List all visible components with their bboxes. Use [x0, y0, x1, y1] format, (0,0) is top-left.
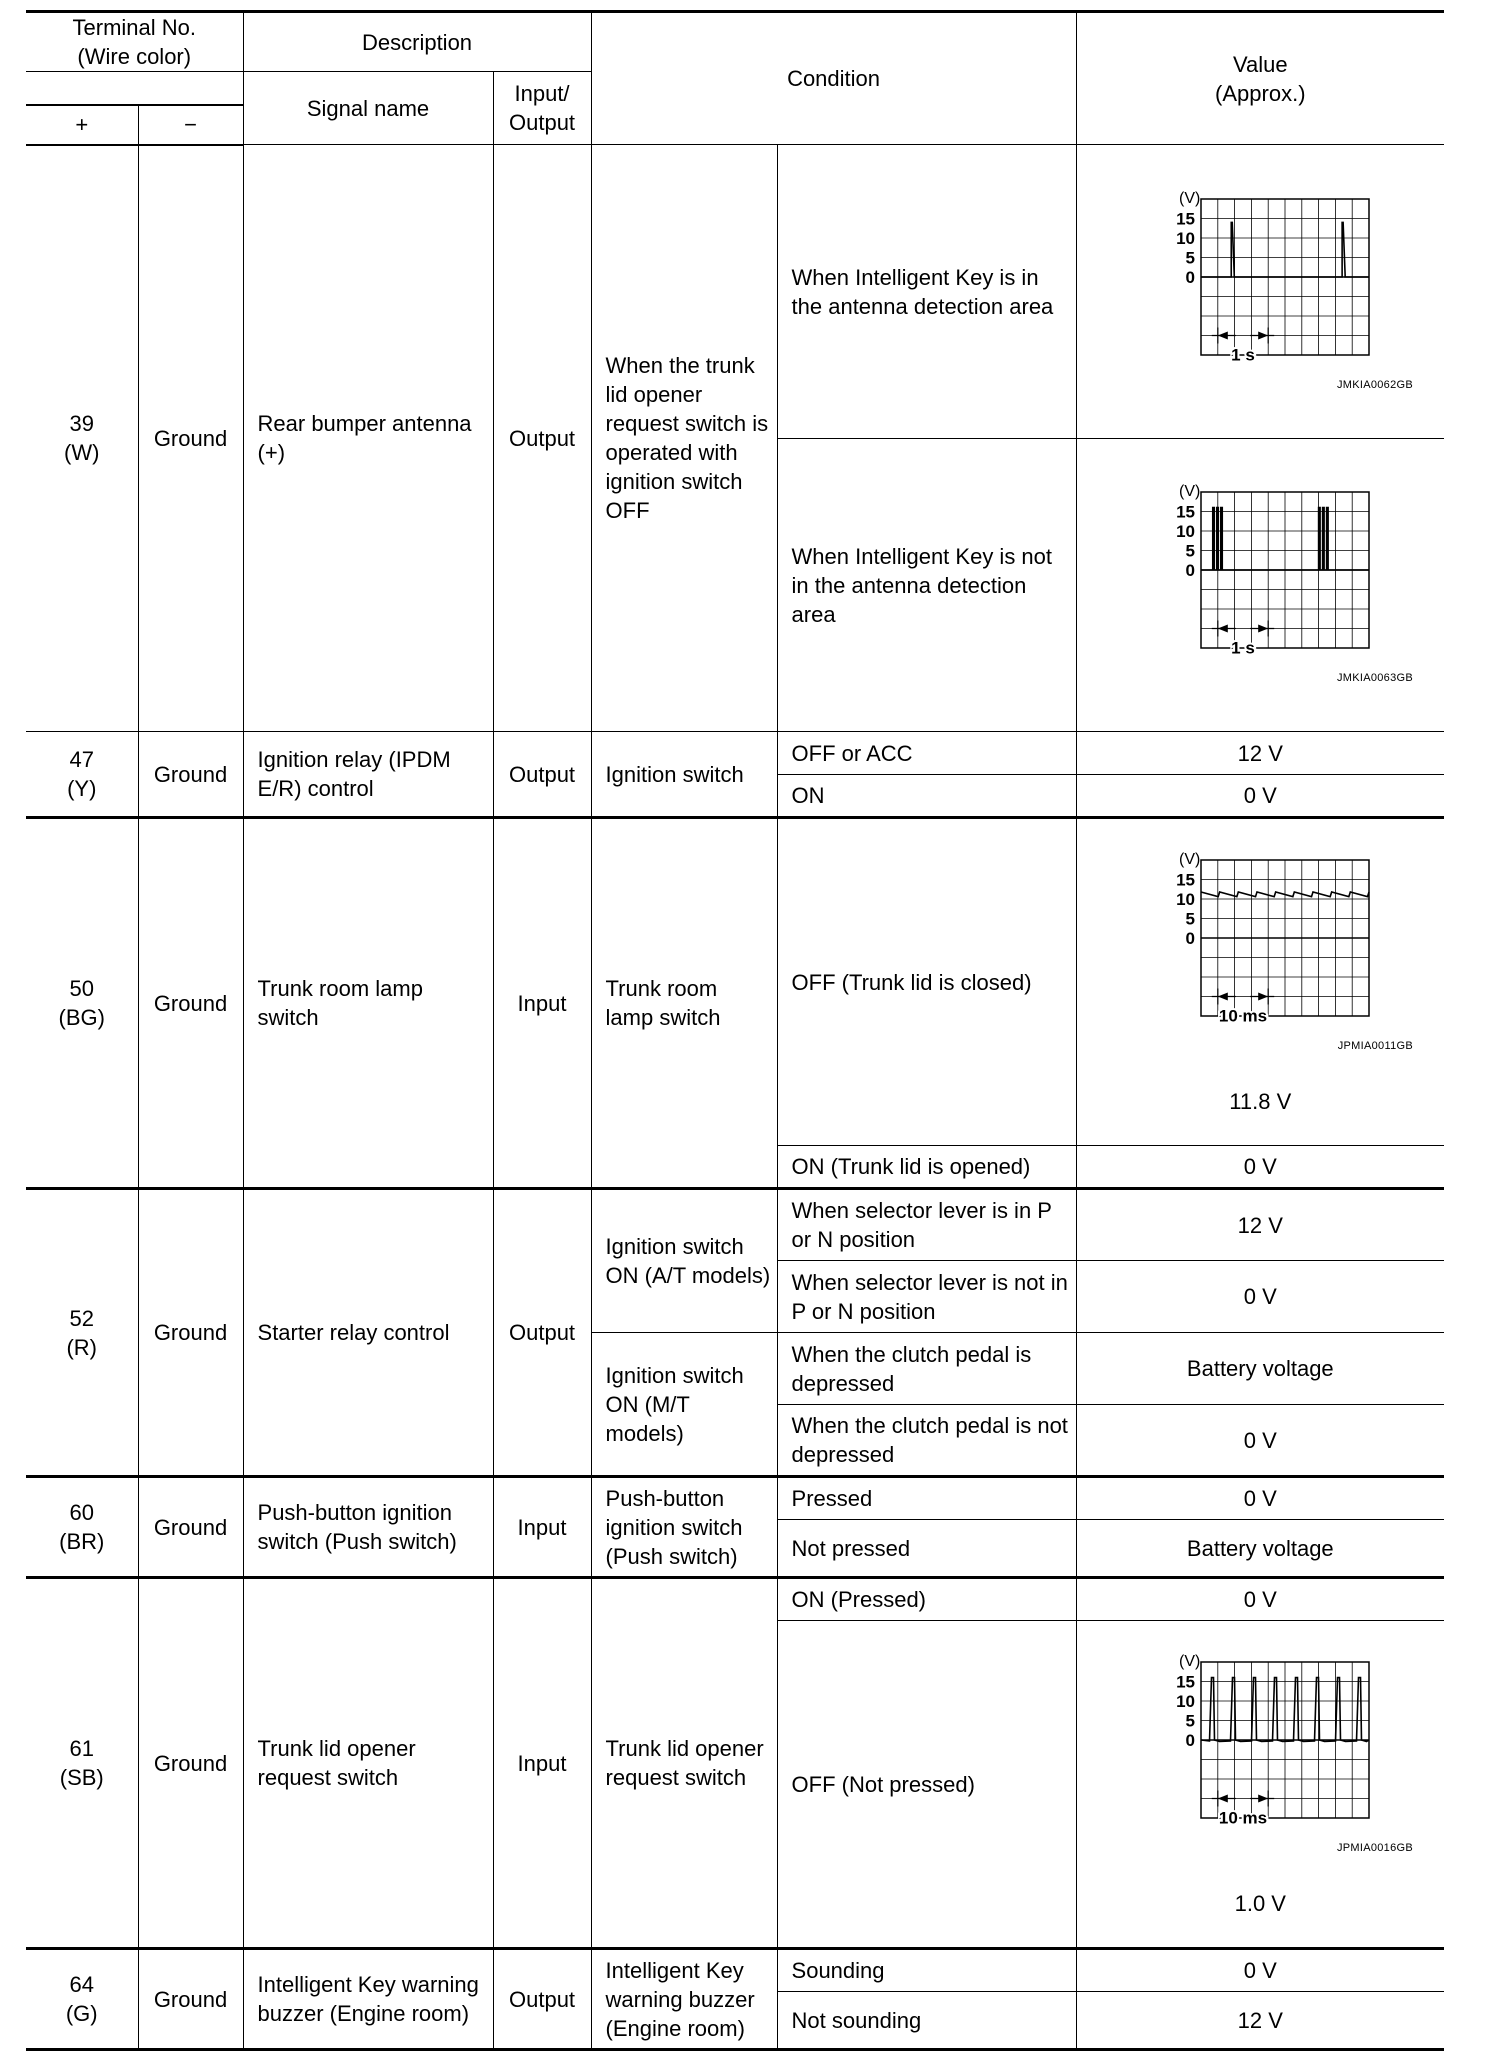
ground-52: Ground [138, 1189, 243, 1477]
value-47-on: 0 V [1076, 775, 1444, 818]
condition-52-at: Ignition switch ON (A/T models) [591, 1189, 777, 1333]
signal-64: Intelligent Key warning buzzer (Engine room) [243, 1949, 493, 2050]
header-signal-name: Signal name [243, 72, 493, 145]
terminal-60: 60 (BR) [26, 1477, 138, 1578]
io-60: Input [493, 1477, 591, 1578]
scope-unit-label: (V) [1179, 483, 1201, 500]
header-plus: + [26, 105, 138, 145]
terminal-50: 50 (BG) [26, 818, 138, 1189]
value-61-off [1076, 1621, 1444, 1949]
value-61-off-voltage: 1.0 V [1234, 1891, 1286, 1916]
value-52-at-not-pn: 0 V [1076, 1261, 1444, 1333]
scope-y-tick: 0 [1185, 1731, 1196, 1750]
condition-50-off: OFF (Trunk lid is closed) [777, 818, 1076, 1146]
condition-64-sounding: Sounding [777, 1949, 1076, 1992]
scope-figure-code: JMKIA0063GB [1337, 672, 1414, 684]
ground-50: Ground [138, 818, 243, 1189]
value-52-mt-not-depressed: 0 V [1076, 1405, 1444, 1477]
condition-39-key-out: When Intelligent Key is not in the antenna detection area [777, 439, 1076, 732]
condition-52-mt-not-depressed: When the clutch pedal is not depressed [777, 1405, 1076, 1477]
value-50-off-voltage: 11.8 V [1229, 1089, 1292, 1114]
scope-time-scale: 1 s [1231, 345, 1256, 364]
waveform-39-key-in [1115, 187, 1414, 397]
scope-y-tick: 10 [1176, 890, 1196, 909]
signal-47: Ignition relay (IPDM E/R) control [243, 732, 493, 818]
waveform-61-off [1115, 1650, 1414, 1860]
value-52-at-pn: 12 V [1076, 1189, 1444, 1261]
scope-unit-label: (V) [1179, 189, 1201, 207]
scope-y-tick: 0 [1185, 267, 1196, 287]
value-47-off-acc: 12 V [1076, 732, 1444, 775]
scope-y-tick: 15 [1176, 502, 1196, 522]
value-39-key-in [1076, 145, 1444, 439]
value-64-sounding: 0 V [1076, 1949, 1444, 1992]
condition-60: Push-button ignition switch (Push switch) [591, 1477, 777, 1578]
scope-y-tick: 10 [1176, 228, 1196, 248]
scope-figure-code: JMKIA0062GB [1337, 378, 1414, 391]
scope-y-tick: 10 [1176, 1692, 1196, 1711]
scope-time-scale: 1 s [1231, 638, 1256, 658]
condition-64: Intelligent Key warning buzzer (Engine room) [591, 1949, 777, 2050]
scope-grid [1201, 860, 1369, 1016]
signal-52: Starter relay control [243, 1189, 493, 1477]
condition-52-at-not-pn: When selector lever is not in P or N position [777, 1261, 1076, 1333]
signal-39: Rear bumper antenna (+) [243, 145, 493, 732]
signal-61: Trunk lid opener request switch [243, 1578, 493, 1949]
ground-47: Ground [138, 732, 243, 818]
value-61-on: 0 V [1076, 1578, 1444, 1621]
scope-y-tick: 5 [1185, 1711, 1196, 1731]
terminal-39: 39 (W) [26, 145, 138, 732]
value-64-not-sounding: 12 V [1076, 1992, 1444, 2050]
condition-61-on: ON (Pressed) [777, 1578, 1076, 1621]
header-condition: Condition [591, 12, 1076, 145]
scope-y-tick: 5 [1185, 909, 1196, 929]
condition-52-at-pn: When selector lever is in P or N position [777, 1189, 1076, 1261]
value-50-off [1076, 818, 1444, 1146]
condition-61-off: OFF (Not pressed) [777, 1621, 1076, 1949]
signal-60: Push-button ignition switch (Push switch) [243, 1477, 493, 1578]
scope-y-tick: 0 [1185, 929, 1196, 948]
condition-47-on: ON [777, 775, 1076, 818]
condition-60-pressed: Pressed [777, 1477, 1076, 1520]
header-value: Value (Approx.) [1076, 12, 1444, 145]
signal-50: Trunk room lamp switch [243, 818, 493, 1189]
scope-figure-code: JPMIA0016GB [1337, 1842, 1414, 1854]
value-52-mt-depressed: Battery voltage [1076, 1333, 1444, 1405]
value-39-key-out [1076, 439, 1444, 732]
scope-y-tick: 5 [1185, 541, 1196, 561]
scope-time-scale: 10 ms [1219, 1006, 1268, 1026]
io-50: Input [493, 818, 591, 1189]
terminal-64: 64 (G) [26, 1949, 138, 2050]
terminal-spec-sheet [26, 10, 1444, 2051]
condition-60-not-pressed: Not pressed [777, 1520, 1076, 1578]
condition-47: Ignition switch [591, 732, 777, 818]
terminal-table [26, 10, 1444, 2051]
scope-grid [1201, 1662, 1369, 1818]
header-terminal-spacer [26, 72, 243, 105]
scope-y-tick: 0 [1185, 561, 1196, 580]
scope-y-tick: 15 [1176, 1672, 1196, 1692]
header-minus: − [138, 105, 243, 145]
io-61: Input [493, 1578, 591, 1949]
value-50-on: 0 V [1076, 1146, 1444, 1189]
scope-y-tick: 10 [1176, 522, 1196, 541]
condition-52-mt-depressed: When the clutch pedal is depressed [777, 1333, 1076, 1405]
terminal-61: 61 (SB) [26, 1578, 138, 1949]
terminal-52: 52 (R) [26, 1189, 138, 1477]
header-description: Description [243, 12, 591, 72]
ground-60: Ground [138, 1477, 243, 1578]
condition-64-not-sounding: Not sounding [777, 1992, 1076, 2050]
condition-47-off-acc: OFF or ACC [777, 732, 1076, 775]
io-39: Output [493, 145, 591, 732]
scope-y-tick: 5 [1185, 248, 1196, 267]
condition-39-key-in: When Intelligent Key is in the antenna detection area [777, 145, 1076, 439]
scope-unit-label: (V) [1179, 851, 1201, 868]
value-60-not-pressed: Battery voltage [1076, 1520, 1444, 1578]
condition-61: Trunk lid opener request switch [591, 1578, 777, 1949]
condition-50-on: ON (Trunk lid is opened) [777, 1146, 1076, 1189]
ground-39: Ground [138, 145, 243, 732]
scope-figure-code: JPMIA0011GB [1338, 1040, 1414, 1052]
header-terminal-no: Terminal No. (Wire color) [26, 12, 243, 72]
terminal-47: 47 (Y) [26, 732, 138, 818]
scope-y-tick: 15 [1176, 870, 1196, 890]
condition-50: Trunk room lamp switch [591, 818, 777, 1189]
scope-time-scale: 10 ms [1219, 1808, 1268, 1828]
scope-y-tick: 15 [1176, 209, 1196, 228]
scope-unit-label: (V) [1179, 1653, 1201, 1670]
waveform-39-key-out [1115, 480, 1414, 690]
io-52: Output [493, 1189, 591, 1477]
header-input-output: Input/ Output [493, 72, 591, 145]
ground-61: Ground [138, 1578, 243, 1949]
value-60-pressed: 0 V [1076, 1477, 1444, 1520]
io-47: Output [493, 732, 591, 818]
ground-64: Ground [138, 1949, 243, 2050]
io-64: Output [493, 1949, 591, 2050]
condition-39: When the trunk lid opener request switch is operated with ignition switch OFF [591, 145, 777, 732]
waveform-50-off [1115, 848, 1414, 1058]
condition-52-mt: Ignition switch ON (M/T models) [591, 1333, 777, 1477]
